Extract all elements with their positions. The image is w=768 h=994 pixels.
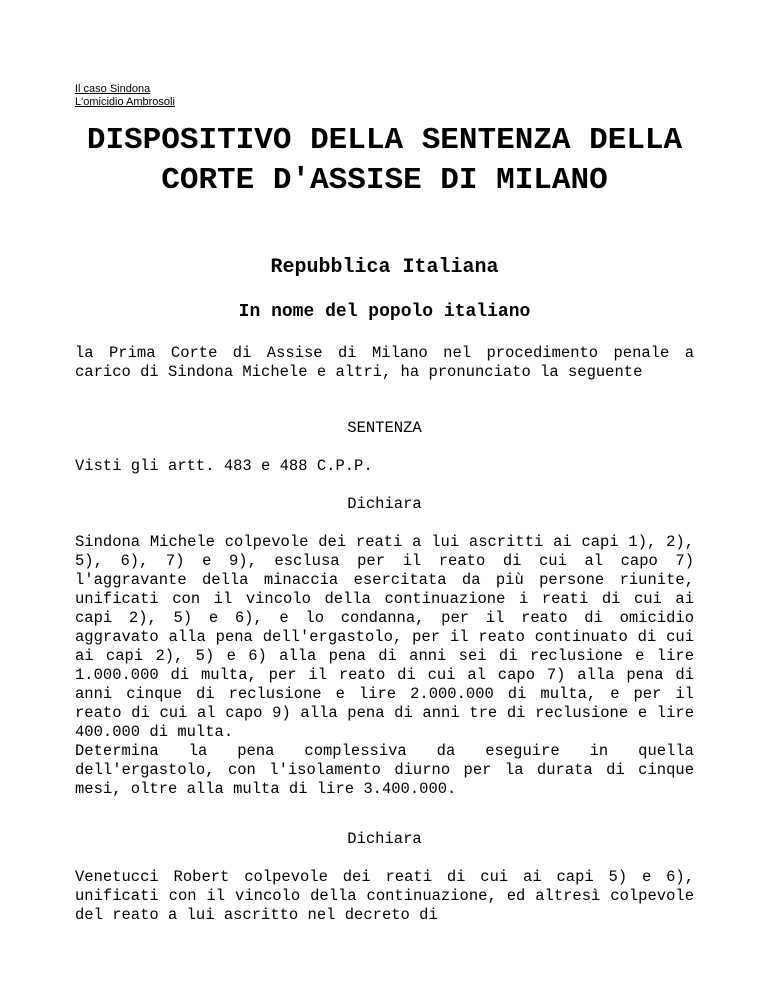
heading-dichiara: Dichiara bbox=[347, 495, 422, 513]
sindona-paragraph: Sindona Michele colpevole dei reati a lui ascritti ai capi 1), 2), 5), 6), 7) e 9), esclusa per il reato di cui al capo 7) l'aggravante della minaccia esercitata da più persone riunite, unificati con il vincolo della continuazione i reati di cui ai capi 2), 5) e 6), e lo condanna, per il reato di omicidio aggravato alla pena dell'ergastolo, per il reato continuato di cui ai capi 2), 5) e 6) alla pena di anni sei di reclusione e lire 1.000.000 di multa, per il reato di cui al capo 7) alla pena di anni cinque di reclusione e lire 2.000.000 di multa, e per il reato di cui al capo 9) alla pena di anni tre di reclusione e lire 400.000 di multa. bbox=[75, 533, 694, 741]
document-subtitle-popolo: In nome del popolo italiano bbox=[238, 302, 531, 322]
determina-paragraph: Determina la pena complessiva da eseguire in quella dell'ergastolo, con l'isolamento diurno per la durata di cinque mesi, oltre alla multa di lire 3.400.000. bbox=[75, 742, 694, 798]
heading-dichiara: Dichiara bbox=[347, 830, 422, 848]
visti-paragraph: Visti gli artt. 483 e 488 C.P.P. bbox=[75, 457, 373, 475]
document-subtitle-repubblica: Repubblica Italiana bbox=[270, 256, 499, 279]
venetucci-paragraph: Venetucci Robert colpevole dei reati di cui ai capi 5) e 6), unificati con il vincolo della continuazione, ed altresì colpevole del reato a lui ascritto nel decreto di bbox=[75, 868, 694, 924]
sindona-verdict bbox=[75, 533, 694, 799]
document-title: DISPOSITIVO DELLA SENTENZA DELLA CORTE D'ASSISE DI MILANO bbox=[86, 123, 683, 198]
heading-sentenza: SENTENZA bbox=[347, 419, 422, 437]
intro-paragraph: la Prima Corte di Assise di Milano nel procedimento penale a carico di Sindona Michele e altri, ha pronunciato la seguente bbox=[75, 344, 694, 381]
breadcrumb-link-omicidio-ambrosoli[interactable]: L'omicidio Ambrosoli bbox=[75, 96, 175, 108]
breadcrumb bbox=[75, 83, 175, 109]
breadcrumb-link-caso-sindona[interactable]: Il caso Sindona bbox=[75, 83, 151, 95]
